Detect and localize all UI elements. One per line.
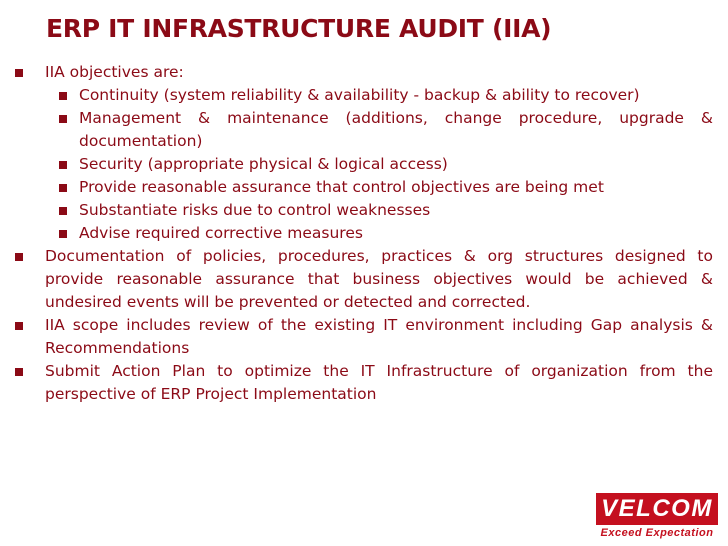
square-bullet-icon xyxy=(59,115,67,123)
bullet-text: IIA scope includes review of the existing IT environment including Gap analysis & Recommendations xyxy=(45,316,713,357)
bullet-item xyxy=(0,61,713,84)
bullet-text: Submit Action Plan to optimize the IT Infrastructure of organization from the perspective of ERP Project Implementation xyxy=(45,362,713,403)
bullet-item xyxy=(0,360,713,406)
square-bullet-icon xyxy=(15,69,23,77)
bullet-item xyxy=(0,245,713,314)
sub-bullet-item xyxy=(0,199,713,222)
sub-bullet-item xyxy=(0,222,713,245)
sub-bullet-text: Provide reasonable assurance that control objectives are being met xyxy=(79,178,604,196)
square-bullet-icon xyxy=(59,207,67,215)
square-bullet-icon xyxy=(15,368,23,376)
sub-bullet-item xyxy=(0,153,713,176)
sub-bullet-text: Management & maintenance (additions, change procedure, upgrade & documentation) xyxy=(79,109,713,150)
sub-bullet-text: Security (appropriate physical & logical access) xyxy=(79,155,448,173)
sub-bullet-item xyxy=(0,176,713,199)
bullet-list xyxy=(0,61,728,406)
square-bullet-icon xyxy=(59,230,67,238)
square-bullet-icon xyxy=(15,322,23,330)
bullet-item xyxy=(0,314,713,360)
sub-bullet-item xyxy=(0,107,713,153)
sub-bullet-text: Substantiate risks due to control weaknesses xyxy=(79,201,431,219)
sub-bullet-text: Advise required corrective measures xyxy=(79,224,363,242)
sub-bullet-text: Continuity (system reliability & availability - backup & ability to recover) xyxy=(79,86,640,104)
square-bullet-icon xyxy=(15,253,23,261)
sub-bullet-item xyxy=(0,84,713,107)
logo-tagline: Exceed Expectation xyxy=(600,527,714,539)
slide-title: ERP IT INFRASTRUCTURE AUDIT (IIA) xyxy=(46,14,552,43)
square-bullet-icon xyxy=(59,161,67,169)
logo-name: VELCOM xyxy=(596,493,718,525)
square-bullet-icon xyxy=(59,92,67,100)
bullet-text: IIA objectives are: xyxy=(45,63,184,81)
bullet-text: Documentation of policies, procedures, practices & org structures designed to provide reasonable assurance that business objectives would be achieved & undesired events will be prevented or detected and corrected. xyxy=(45,247,713,311)
square-bullet-icon xyxy=(59,184,67,192)
